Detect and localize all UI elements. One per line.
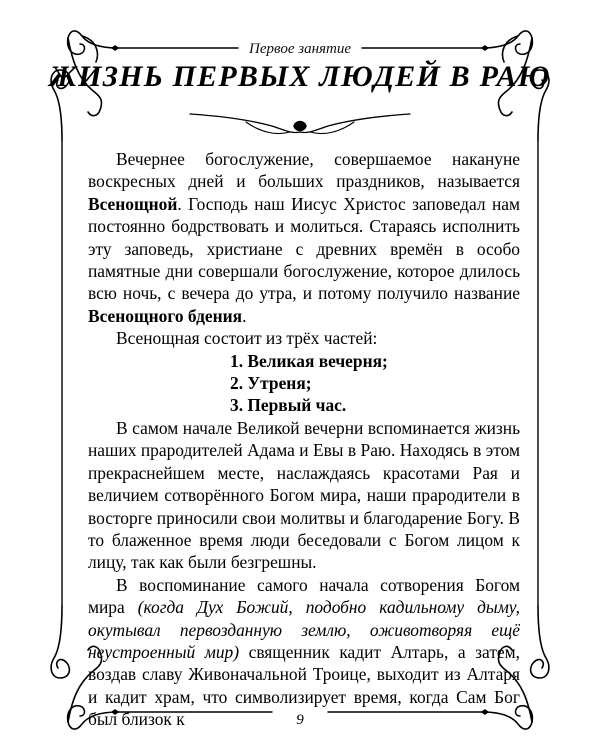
page-number: 9 [296,712,304,728]
list-item: 3. Первый час. [230,395,347,416]
paragraph-1 [88,148,520,327]
paragraph-4 [88,574,520,731]
list-item: 1. Великая вечерня; [230,350,388,371]
term-vsenoshchnoe-bdenie: Всенощного бдения [88,305,243,326]
list-item: 2. Утреня; [230,373,312,394]
text-run: . Господь наш Иисус Христос заповедал нам постоянно бодрствовать и молиться. Стараясь исполнить эту заповедь, христиане с древних времён в особо памятные дни совершали богослужение, которое длилось всю ночь, с вечера до утра, и потому получило название [88,193,520,304]
text-run: В воспоминание самого начала сотворения Богом мира [88,574,520,618]
paragraph-3: В самом начале Великой вечерни вспоминается жизнь наших прародителей Адама и Евы в Раю. Находясь в этом прекраснейшем месте, наслаждаясь красотами Рая и величием сотворённого Богом мира, наши прародители в восторге приносили свои молитвы и благодарение Богу. В то блаженное время люди беседовали с Богом лицом к лицу, так как были безгрешны. [88,417,520,573]
page-title: ЖИЗНЬ ПЕРВЫХ ЛЮДЕЙ В РАЮ [49,60,551,93]
text-run: . [242,305,247,326]
body-text [88,148,520,731]
service-parts-list [88,350,520,417]
italic-aside: (когда Дух Божий, подобно кадильному дыму, окутывал первозданную землю, оживотворяя ещё неустроенный мир) [88,597,520,662]
paragraph-2: Всенощная состоит из трёх частей: [116,328,378,349]
term-vsenoshchnaya: Всенощной [88,193,178,214]
lesson-subtitle: Первое занятие [249,41,351,57]
text-run: Вечернее богослужение, совершаемое накануне воскресных дней и больших праздников, называется [88,149,520,192]
text-run: священник кадит Алтарь, а затем, воздав славу Живоначальной Троице, выходит из Алтаря и кадит храм, что символизирует время, когда Сам Бог был близок к [88,641,520,730]
